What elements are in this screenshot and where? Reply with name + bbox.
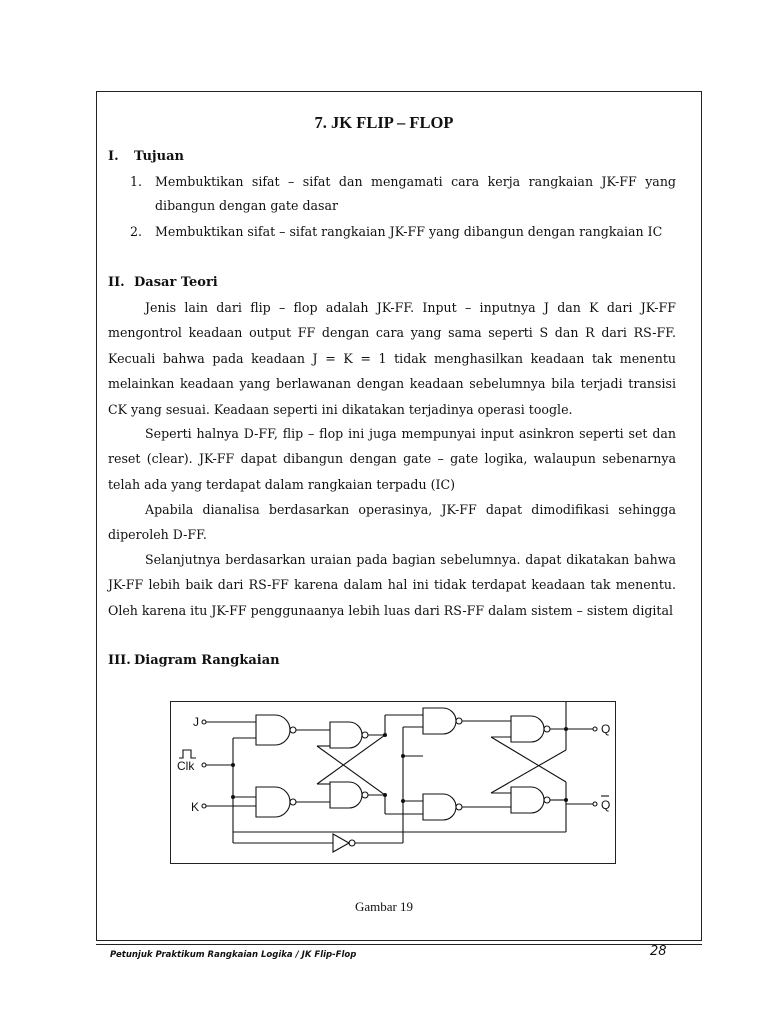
section-heading-diagram bbox=[108, 653, 280, 668]
nand-gate-master-top bbox=[330, 722, 368, 748]
section-heading-dasar-teori bbox=[108, 275, 218, 290]
section-number: I. bbox=[108, 149, 119, 164]
label-j: J bbox=[193, 715, 199, 729]
paragraph: Selanjutnya berdasarkan uraian pada bagian sebelumnya. dapat dikatakan bahwa JK-FF lebih baik dari RS-FF karena dalam hal ini tidak terdapat keadaan tak menentu. Oleh karena itu JK-FF penggunaanya lebih luas dari RS-FF dalam sistem – sistem digital bbox=[108, 552, 676, 618]
label-q: Q bbox=[601, 722, 611, 736]
section-number: III. bbox=[108, 653, 131, 668]
nand-gate-k bbox=[256, 787, 296, 817]
section-title: Diagram Rangkaian bbox=[134, 653, 280, 668]
footer-rule bbox=[96, 944, 702, 945]
section-title: Tujuan bbox=[134, 149, 184, 164]
label-k: K bbox=[191, 800, 200, 814]
paragraph: Seperti halnya D-FF, flip – flop ini juga mempunyai input asinkron seperti set dan reset (clear). JK-FF dapat dibangun dengan gate – gate logika, walaupun sebenarnya telah ada yang terdapat dalam rangkaian terpadu (IC) bbox=[108, 426, 676, 492]
list-text: Membuktikan sifat – sifat rangkaian JK-FF yang dibangun dengan rangkaian IC bbox=[155, 224, 663, 239]
section-number: II. bbox=[108, 275, 125, 290]
list-text: Membuktikan sifat – sifat dan mengamati cara kerja rangkaian JK-FF yang dibangun dengan gate dasar bbox=[155, 174, 676, 213]
circuit-wires bbox=[206, 702, 593, 843]
nand-gate-slave-out-bottom bbox=[511, 787, 550, 813]
terminal-clk bbox=[202, 763, 206, 767]
label-clk: Clk bbox=[177, 759, 195, 773]
list-item bbox=[130, 220, 676, 244]
nand-gate-slave-in-top bbox=[423, 708, 462, 734]
list-item bbox=[130, 170, 676, 218]
nand-gate-slave-out-top bbox=[511, 716, 550, 742]
label-q-bar: Q bbox=[601, 798, 611, 812]
nand-gate-slave-in-bottom bbox=[423, 794, 462, 820]
list-number: 1. bbox=[130, 174, 143, 189]
list-number: 2. bbox=[130, 224, 143, 239]
section-heading-tujuan bbox=[108, 149, 184, 164]
figure-caption: Gambar 19 bbox=[354, 899, 414, 914]
terminal-k bbox=[202, 804, 206, 808]
terminal-j bbox=[202, 720, 206, 724]
terminal-q bbox=[593, 727, 597, 731]
clock-pulse-icon bbox=[179, 750, 196, 758]
section-title: Dasar Teori bbox=[134, 275, 218, 290]
inverter-gate bbox=[333, 834, 355, 852]
page-number: 28 bbox=[650, 944, 667, 959]
terminal-q-bar bbox=[593, 802, 597, 806]
footer-text: Petunjuk Praktikum Rangkaian Logika / JK Flip-Flop bbox=[110, 950, 357, 960]
nand-gate-j bbox=[256, 715, 296, 745]
paragraph: Jenis lain dari flip – flop adalah JK-FF. Input – inputnya J dan K dari JK-FF mengontrol keadaan output FF dengan cara yang sama seperti S dan R dari RS-FF. Kecuali bahwa pada keadaan J = K = 1 tidak menghasilkan keadaan tak menentu melainkan keadaan yang berlawanan dengan keadaan sebelumnya bila terjadi transisi CK yang sesuai. Keadaan seperti ini dikatakan terjadinya operasi toogle. bbox=[108, 300, 676, 417]
circuit-diagram bbox=[170, 701, 616, 864]
junction-dots bbox=[231, 727, 568, 803]
document-title: 7. JK FLIP – FLOP bbox=[314, 113, 454, 132]
nand-gate-master-bottom bbox=[330, 782, 368, 808]
paragraph: Apabila dianalisa berdasarkan operasinya, JK-FF dapat dimodifikasi sehingga diperoleh D-FF. bbox=[108, 502, 676, 543]
